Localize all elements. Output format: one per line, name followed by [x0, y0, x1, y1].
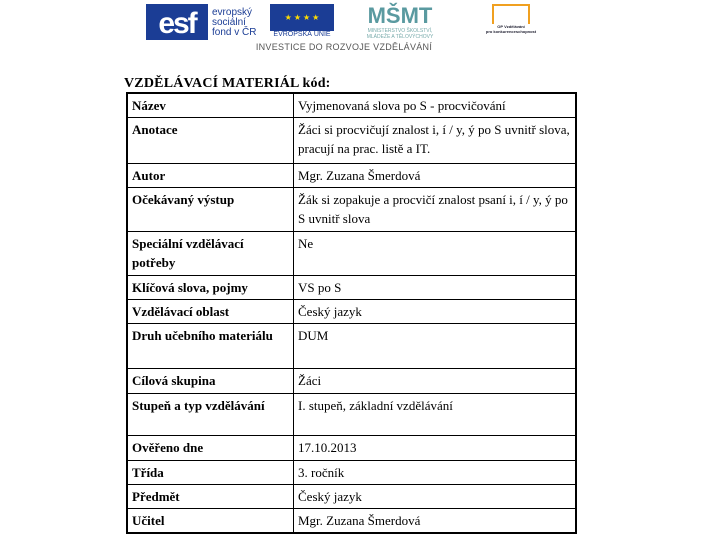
- table-row: [127, 232, 576, 276]
- row-label: Učitel: [127, 509, 294, 534]
- row-value: Žák si zopakuje a procvičí znalost psaní i, í / y, ý po S uvnitř slova: [294, 188, 577, 232]
- table-row: [127, 324, 576, 369]
- row-value: Mgr. Zuzana Šmerdová: [294, 509, 577, 534]
- table-row: [127, 188, 576, 232]
- table-row: [127, 300, 576, 324]
- table-row: [127, 461, 576, 485]
- row-label: Předmět: [127, 485, 294, 509]
- page-title: VZDĚLÁVACÍ MATERIÁL kód:: [124, 76, 331, 91]
- row-label: Název: [127, 93, 294, 118]
- row-label: Třída: [127, 461, 294, 485]
- row-value: DUM: [294, 324, 577, 369]
- row-label: Speciální vzdělávací potřeby: [127, 232, 294, 276]
- row-value: 17.10.2013: [294, 436, 577, 461]
- table-row: [127, 369, 576, 394]
- op-logo: OP Vzdělávání pro konkurenceschopnost: [478, 4, 544, 40]
- op-arrow-icon: [492, 4, 530, 24]
- table-row: [127, 276, 576, 300]
- row-value: Český jazyk: [294, 485, 577, 509]
- row-label: Druh učebního materiálu: [127, 324, 294, 369]
- material-table: [126, 92, 577, 534]
- eu-logo: ★ ★ ★ ★ EVROPSKÁ UNIE: [270, 4, 334, 40]
- row-value: Žáci si procvičují znalost i, í / y, ý po S uvnitř slova, pracují na prac. listě a IT.: [294, 118, 577, 164]
- table-row: [127, 436, 576, 461]
- row-value: Český jazyk: [294, 300, 577, 324]
- row-value: 3. ročník: [294, 461, 577, 485]
- row-value: Žáci: [294, 369, 577, 394]
- row-label: Vzdělávací oblast: [127, 300, 294, 324]
- row-label: Očekávaný výstup: [127, 188, 294, 232]
- table-row: [127, 394, 576, 436]
- row-label: Cílová skupina: [127, 369, 294, 394]
- row-label: Anotace: [127, 118, 294, 164]
- row-label: Stupeň a typ vzdělávání: [127, 394, 294, 436]
- eu-stars-icon: ★ ★ ★ ★: [270, 4, 334, 31]
- logo-banner: [144, 2, 544, 52]
- row-value: Ne: [294, 232, 577, 276]
- row-label: Klíčová slova, pojmy: [127, 276, 294, 300]
- esf-logo: esf evropský sociální fond v ČR: [146, 4, 262, 40]
- row-value: Vyjmenovaná slova po S - procvičování: [294, 93, 577, 118]
- table-row: [127, 118, 576, 164]
- table-row: [127, 93, 576, 118]
- table-row: [127, 164, 576, 188]
- row-value: Mgr. Zuzana Šmerdová: [294, 164, 577, 188]
- row-value: I. stupeň, základní vzdělávání: [294, 394, 577, 436]
- row-label: Autor: [127, 164, 294, 188]
- msmt-logo: MŠMT MINISTERSTVO ŠKOLSTVÍ, MLÁDEŽE A TĚLOVÝCHOVY: [366, 3, 434, 40]
- row-label: Ověřeno dne: [127, 436, 294, 461]
- table-row: [127, 485, 576, 509]
- table-row: [127, 509, 576, 534]
- row-value: VS po S: [294, 276, 577, 300]
- tagline: INVESTICE DO ROZVOJE VZDĚLÁVÁNÍ: [255, 42, 433, 52]
